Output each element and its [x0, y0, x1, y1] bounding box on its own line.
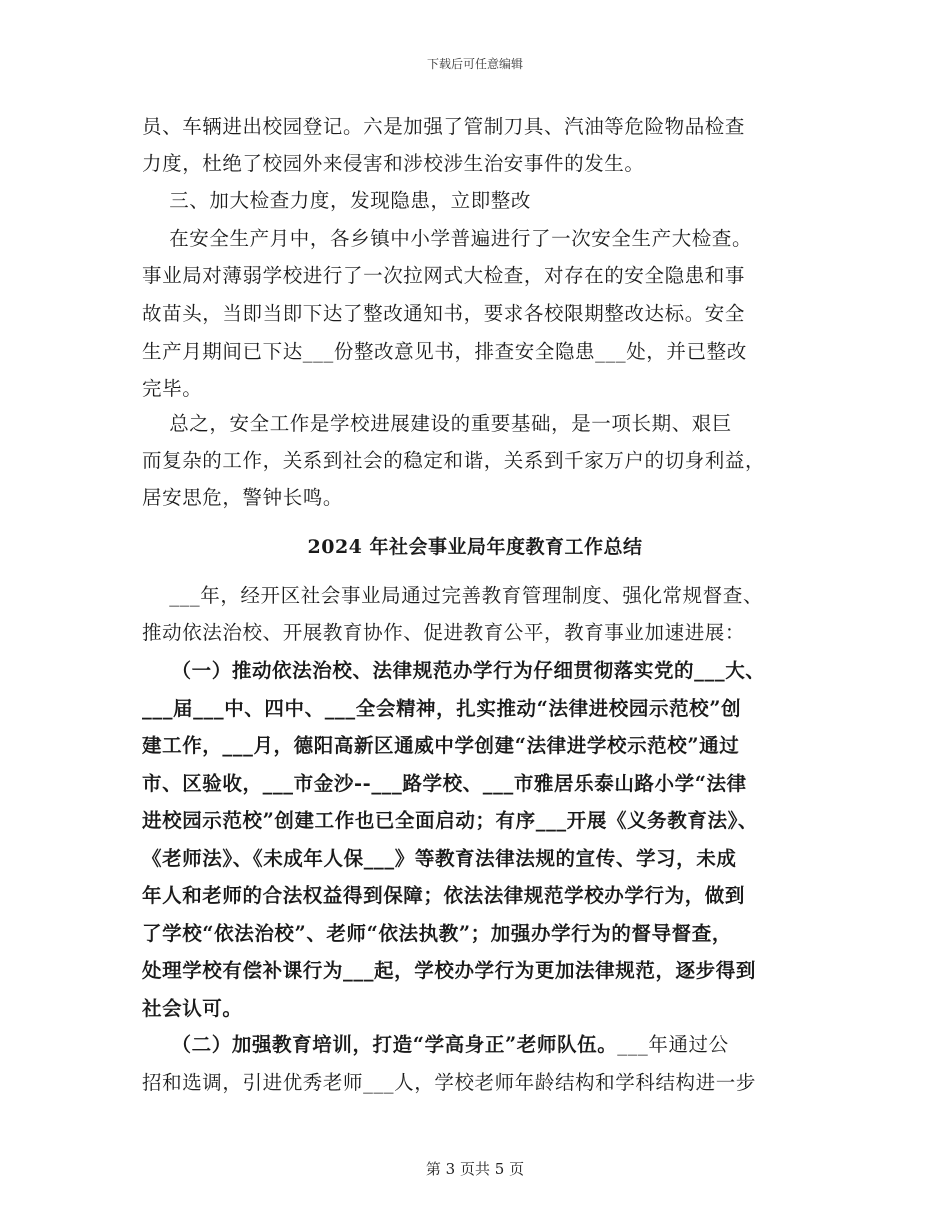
- paragraph-line-bold: 市、区验收，___市金沙--___路学校、___市雅居乐泰山路小学“法律: [142, 772, 747, 795]
- paragraph-line: 居安思危，警钟长鸣。: [142, 486, 344, 509]
- paragraph-line: ___年，经开区社会事业局通过完善教育管理制度、强化常规督查、: [142, 584, 764, 607]
- section-heading: 三、加大检查力度，发现隐患，立即整改: [142, 189, 531, 212]
- paragraph-line-bold: 《老师法》、《未成年人保___》等教育法律法规的宣传、学习，未成: [142, 847, 737, 870]
- document-title: 2024 年社会事业局年度教育工作总结: [307, 536, 643, 558]
- paragraph-line-bold: （一）推动依法治校、法律规范办学行为仔细贯彻落实党的___大、: [142, 659, 766, 682]
- paragraph-line: 总之，安全工作是学校进展建设的重要基础，是一项长期、艰巨: [142, 412, 732, 435]
- paragraph-line: 完毕。: [142, 377, 203, 400]
- paragraph-line: 招和选调，引进优秀老师___人，学校老师年龄结构和学科结构进一步: [142, 1071, 756, 1094]
- paragraph-line-bold: 进校园示范校”创建工作也已全面启动；有序___开展《义务教育法》、: [142, 809, 759, 832]
- paragraph-line-bold: 建工作，___月，德阳高新区通威中学创建“法律进学校示范校”通过: [142, 734, 740, 757]
- bold-run: （二）加强教育培训，打造“学高身正”老师队伍。: [142, 1033, 618, 1056]
- paragraph-line: 员、车辆进出校园登记。六是加强了管制刀具、汽油等危险物品检查: [142, 115, 746, 138]
- paragraph-line: 事业局对薄弱学校进行了一次拉网式大检查，对存在的安全隐患和事: [142, 264, 746, 287]
- paragraph-line: 力度，杜绝了校园外来侵害和涉校涉生治安事件的发生。: [142, 152, 645, 175]
- paragraph-line-bold: 处理学校有偿补课行为___起，学校办学行为更加法律规范，逐步得到: [142, 959, 756, 982]
- paragraph-line: 而复杂的工作，关系到社会的稳定和谐，关系到千家万户的切身利益，: [142, 449, 766, 472]
- paragraph-line-bold: 社会认可。: [142, 997, 243, 1020]
- page-footer: 第 3 页共 5 页: [425, 1160, 525, 1178]
- paragraph-line: 推动依法治校、开展教育协作、促进教育公平，教育事业加速进展：: [142, 621, 746, 644]
- page-header: 下载后可任意编辑: [426, 57, 523, 71]
- paragraph-line: 在安全生产月中，各乡镇中小学普遍进行了一次安全生产大检查。: [142, 227, 753, 250]
- paragraph-line: 故苗头，当即当即下达了整改通知书，要求各校限期整改达标。安全: [142, 302, 746, 325]
- paragraph-line: 生产月期间已下达___份整改意见书，排查安全隐患___处，并已整改: [142, 340, 747, 363]
- normal-run: ___年通过公: [617, 1033, 729, 1056]
- paragraph-line-mixed: [142, 1026, 812, 1064]
- paragraph-line-bold: 年人和老师的合法权益得到保障；依法法律规范学校办学行为，做到: [142, 884, 746, 907]
- paragraph-line-bold: ___届___中、四中、___全会精神，扎实推动“法律进校园示范校”创: [142, 697, 742, 720]
- paragraph-line-bold: 了学校“依法治校”、老师“依法执教”；加强办学行为的督导督查，: [142, 922, 732, 945]
